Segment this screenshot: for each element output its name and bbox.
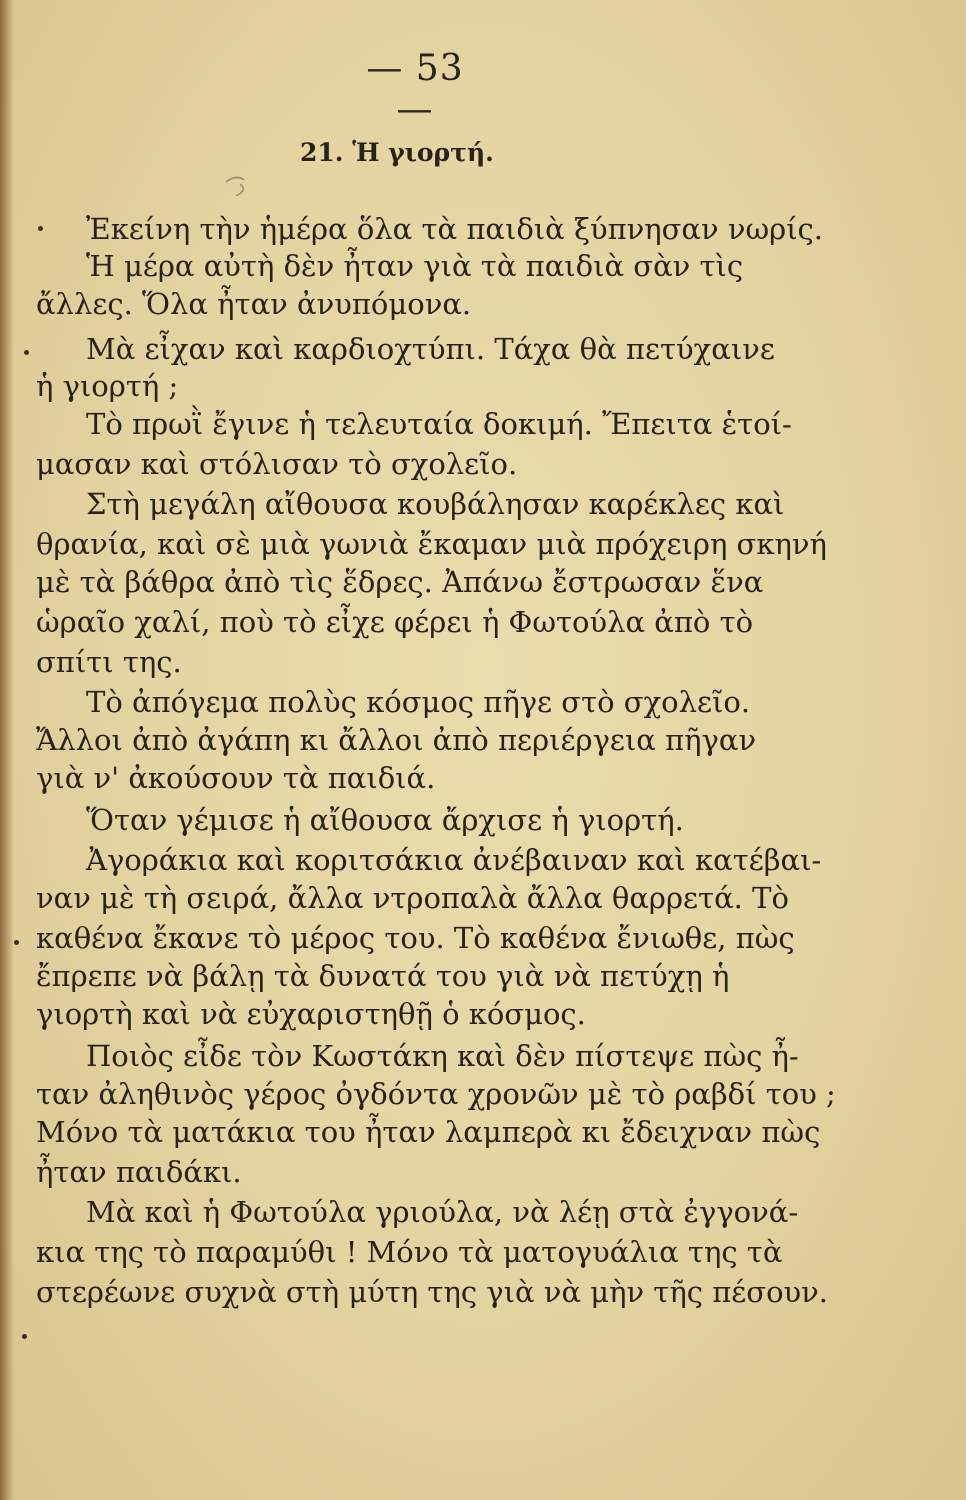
text-line: μασαν καὶ στόλισαν τὸ σχολεῖο. (36, 447, 518, 481)
text-line: ταν ἀληθινὸς γέρος ὀγδόντα χρονῶν μὲ τὸ ραβδί του ; (36, 1077, 836, 1111)
text-line: θρανία, καὶ σὲ μιὰ γωνιὰ ἔκαμαν μιὰ πρόχειρη σκηνή (36, 527, 827, 561)
chapter-title: 21. Ἡ γιορτή. (300, 138, 494, 167)
margin-speck (24, 350, 29, 355)
text-line: ἄλλες. Ὅλα ἦταν ἀνυπόμονα. (36, 287, 472, 321)
text-line: Στὴ μεγάλη αἴθουσα κουβάλησαν καρέκλες καὶ (86, 487, 785, 521)
text-line: Ποιὸς εἶδε τὸν Κωστάκη καὶ δὲν πίστεψε πὼς ἦ- (86, 1039, 799, 1073)
text-line: ἔπρεπε νὰ βάλῃ τὰ δυνατά του γιὰ νὰ πετύχῃ ἡ (36, 959, 730, 993)
margin-speck (38, 226, 43, 231)
text-line: Ἡ μέρα αὐτὴ δὲν ἦταν γιὰ τὰ παιδιὰ σὰν τὶς (86, 249, 744, 283)
text-line: Τὸ πρωῒ ἔγινε ἡ τελευταία δοκιμή. Ἔπειτα ἑτοί- (86, 407, 792, 441)
margin-speck (22, 1334, 27, 1339)
text-line: κια της τὸ παραμύθι ! Μόνο τὰ ματογυάλια της τὰ (36, 1235, 783, 1269)
text-line: Ὅταν γέμισε ἡ αἴθουσα ἄρχισε ἡ γιορτή. (86, 803, 684, 837)
text-line: σπίτι της. (36, 645, 182, 679)
text-line: στερέωνε συχνὰ στὴ μύτη της γιὰ νὰ μὴν τῆς πέσουν. (36, 1275, 829, 1309)
text-line: ὡραῖο χαλί, ποὺ τὸ εἶχε φέρει ἡ Φωτούλα ἀπὸ τὸ (36, 605, 754, 639)
text-line: γιὰ ν' ἀκούσουν τὰ παιδιά. (36, 761, 436, 795)
text-line: ἡ γιορτή ; (36, 369, 179, 403)
text-line: Ἐκείνη τὴν ἡμέρα ὅλα τὰ παιδιὰ ξύπνησαν νωρίς. (86, 212, 824, 246)
page-edge-shadow (0, 0, 14, 1500)
text-line: Ἀγοράκια καὶ κοριτσάκια ἀνέβαιναν καὶ κατέβαι- (86, 843, 822, 877)
text-line: Μὰ καὶ ἡ Φωτούλα γριούλα, νὰ λέῃ στὰ ἐγγονά- (86, 1195, 799, 1229)
text-line: καθένα ἔκανε τὸ μέρος του. Τὸ καθένα ἔνιωθε, πὼς (36, 921, 795, 955)
text-line: Μόνο τὰ ματάκια του ἦταν λαμπερὰ κι ἔδειχναν πὼς (36, 1115, 821, 1149)
text-line: ναν μὲ τὴ σειρά, ἄλλα ντροπαλὰ ἄλλα θαρρετά. Τὸ (36, 881, 789, 915)
text-line: Τὸ ἀπόγεμα πολὺς κόσμος πῆγε στὸ σχολεῖο. (86, 685, 751, 719)
page-number: — 53 — (366, 48, 464, 130)
ink-mark-icon (222, 172, 254, 200)
text-line: Ἄλλοι ἀπὸ ἀγάπη κι ἄλλοι ἀπὸ περιέργεια πῆγαν (36, 723, 757, 757)
text-line: μὲ τὰ βάθρα ἀπὸ τὶς ἕδρες. Ἀπάνω ἔστρωσαν ἕνα (36, 565, 764, 599)
margin-speck (14, 940, 19, 945)
text-line: Μὰ εἶχαν καὶ καρδιοχτύπι. Τάχα θὰ πετύχαινε (86, 332, 775, 366)
text-line: γιορτὴ καὶ νὰ εὐχαριστηθῇ ὁ κόσμος. (36, 997, 586, 1031)
text-line: ἦταν παιδάκι. (36, 1155, 242, 1189)
